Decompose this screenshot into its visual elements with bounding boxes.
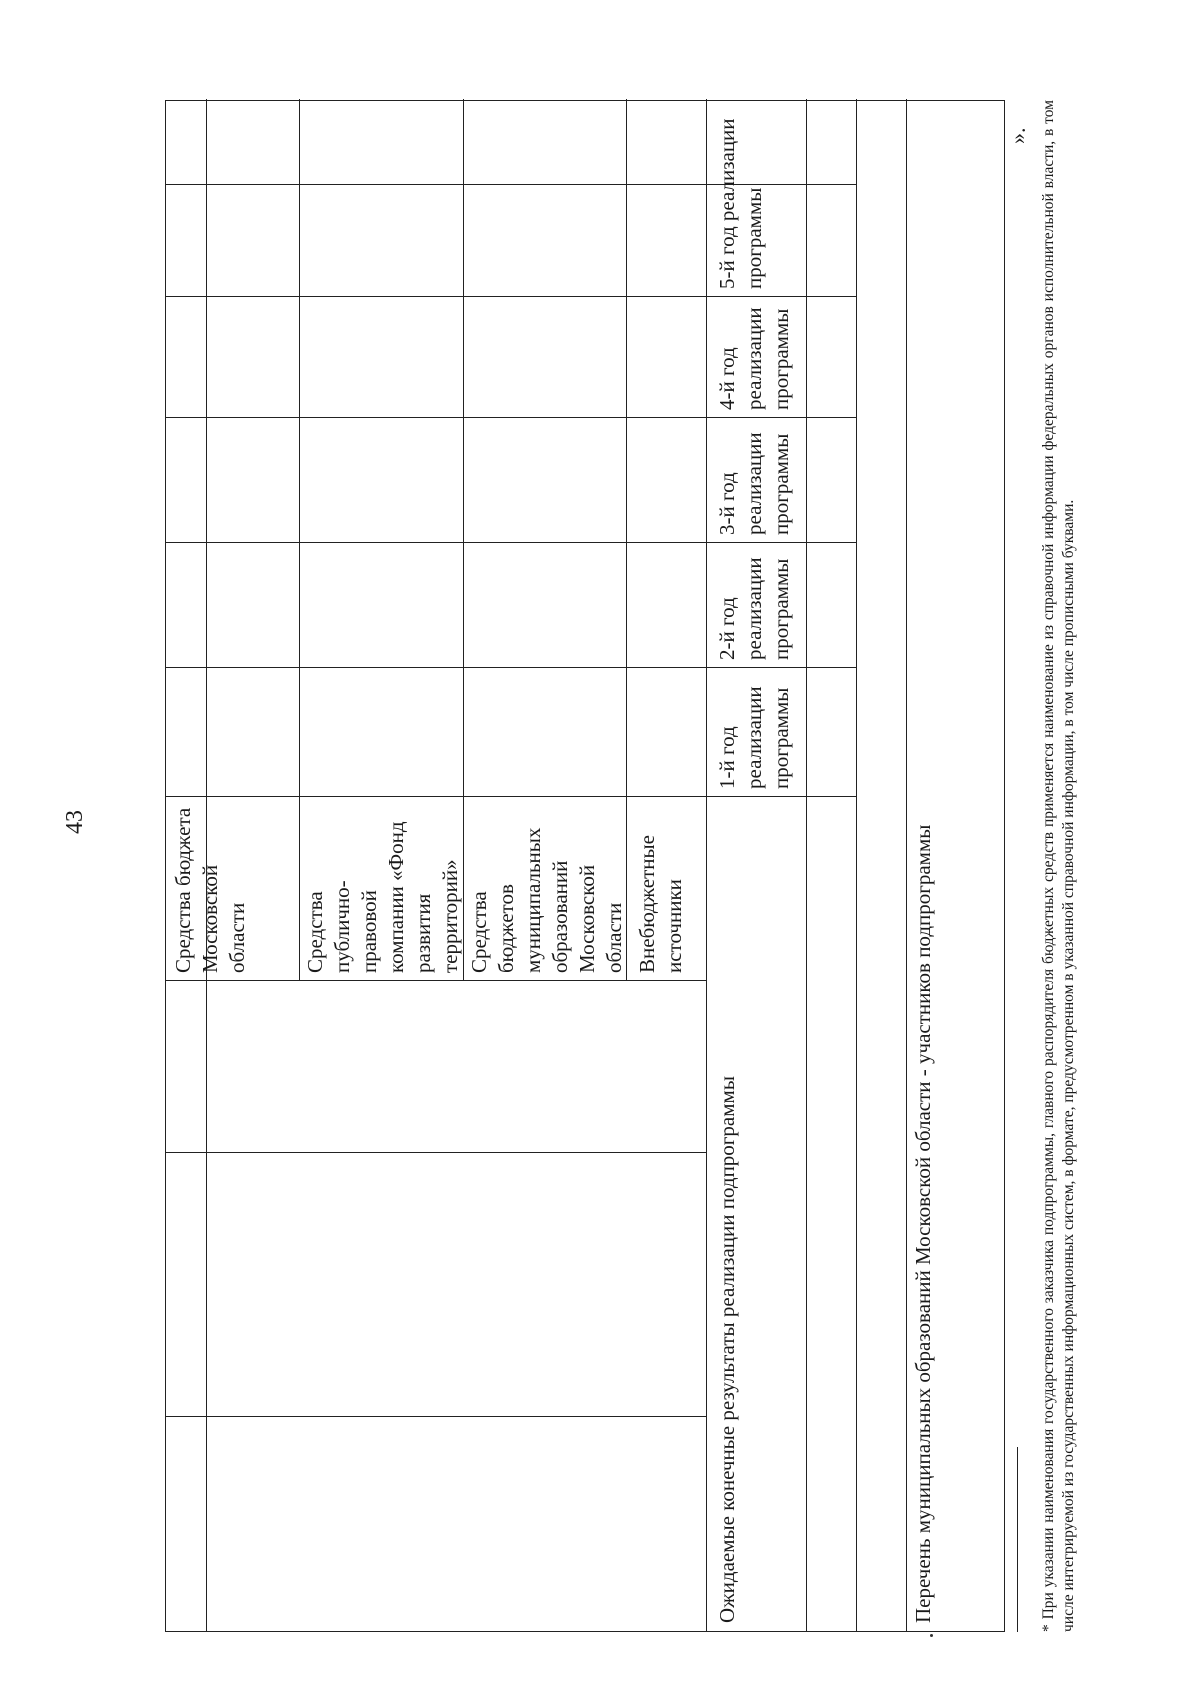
- funding-source-regional-budget: Средства бюджета Московской области: [171, 807, 249, 973]
- row-divider: [856, 99, 857, 1631]
- municipalities-list-label: Перечень муниципальных образований Московской области - участников подпрограммы: [911, 824, 935, 1623]
- row-divider: [906, 99, 907, 1631]
- year-1-header: 1-й год реализации программы: [715, 686, 793, 789]
- column-divider: [166, 417, 856, 418]
- footnote-text: * При указании наименования государственного заказчика подпрограммы, главного распорядителя бюджетных средств применяется наименование из справочной информации федеральных органов исполнительной власти, в том числе интегрируемой из государственных информационных систем, в формате, предусмотренном в указанной справочной информации, в том числе прописными буквами.: [1039, 100, 1077, 1632]
- column-divider: [166, 542, 856, 543]
- scan-dot: [930, 1634, 933, 1637]
- year-3-header: 3-й год реализации программы: [715, 432, 793, 535]
- page-number: 43: [62, 810, 88, 834]
- row-divider: [806, 99, 807, 1631]
- column-divider: [166, 1152, 706, 1153]
- row-divider: [706, 99, 707, 1631]
- year-5-header: 5-й год реализации программы: [715, 118, 766, 289]
- year-2-header: 2-й год реализации программы: [715, 557, 793, 660]
- closing-quote: ».: [1005, 127, 1030, 144]
- column-divider: [166, 667, 856, 668]
- column-divider: [166, 980, 706, 981]
- column-divider: [166, 296, 856, 297]
- subprogram-passport-table: [165, 100, 1005, 1632]
- funding-source-extrabudgetary: Внебюджетные источники: [635, 835, 686, 973]
- year-4-header: 4-й год реализации программы: [715, 307, 793, 410]
- funding-source-municipal-budgets: Средства бюджетов муниципальных образований Московской области: [467, 827, 626, 973]
- footnote-separator: [1017, 1447, 1018, 1632]
- funding-source-territory-fund: Средства публично-правовой компании «Фонд развития территорий»: [303, 821, 462, 973]
- row-divider: [299, 99, 300, 981]
- column-divider: [166, 796, 856, 797]
- rotated-page-content: [165, 100, 1077, 1632]
- expected-results-label: Ожидаемые конечные результаты реализации подпрограммы: [715, 1076, 739, 1623]
- column-divider: [166, 1416, 706, 1417]
